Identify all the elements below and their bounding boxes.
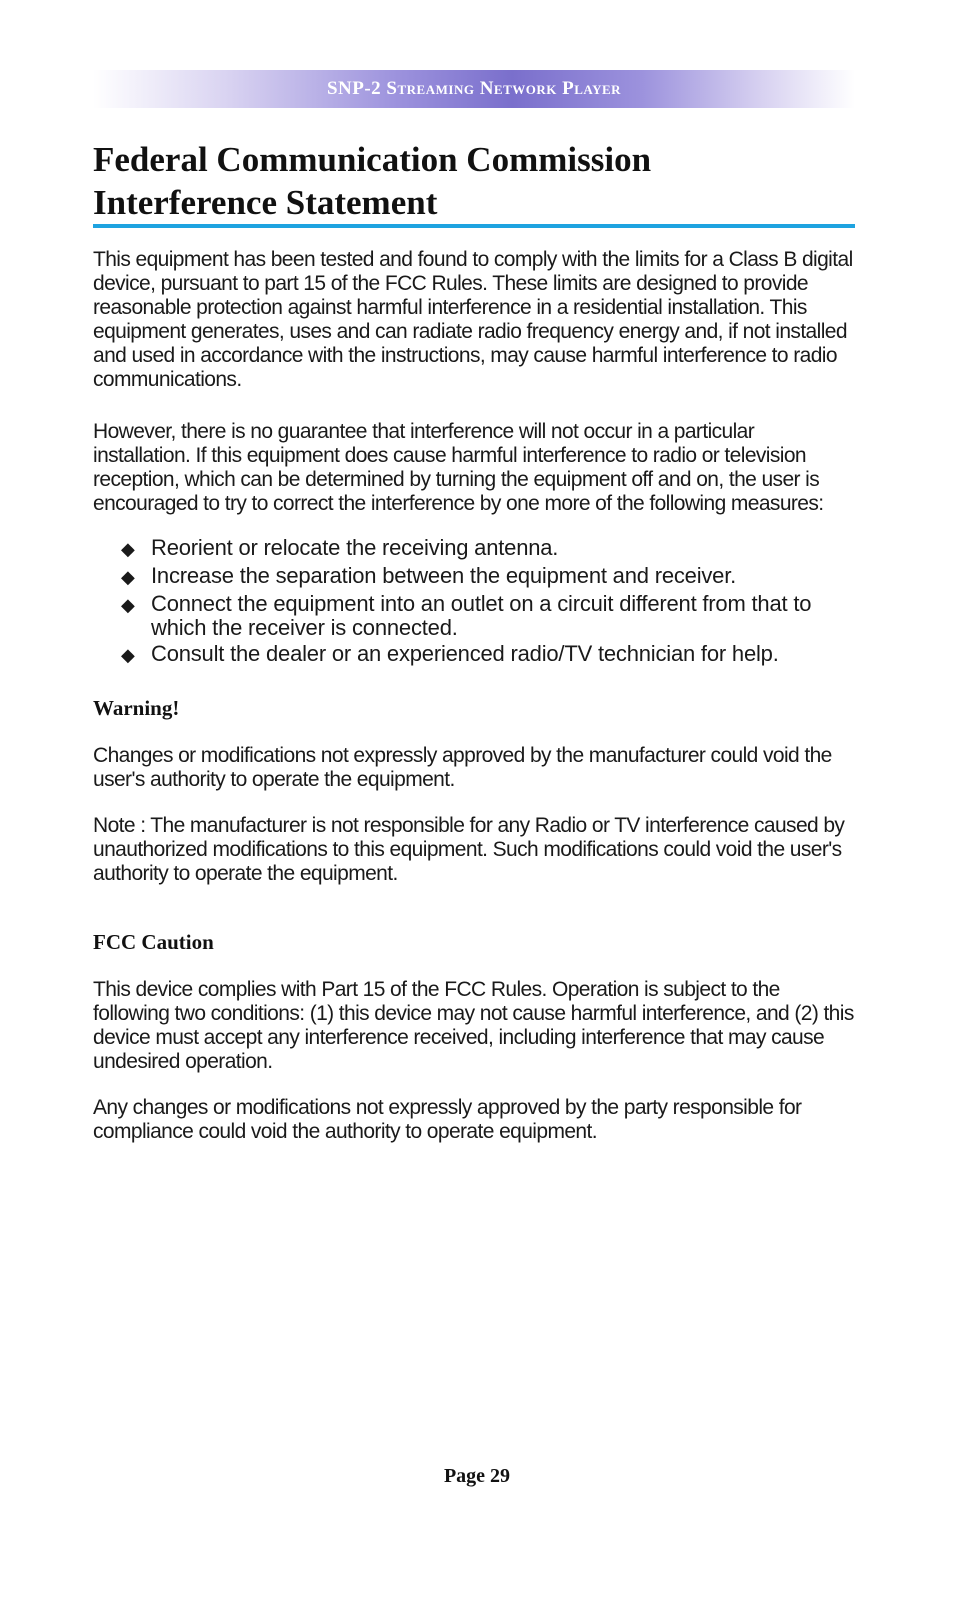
list-item <box>93 564 855 590</box>
page-title <box>93 138 853 224</box>
header-band <box>93 70 855 108</box>
warning-paragraph: Changes or modifications not expressly approved by the manufacturer could void the user's authority to operate the equipment. <box>93 744 832 791</box>
title-rule <box>93 224 855 228</box>
fcc-caution-paragraph: This device complies with Part 15 of the FCC Rules. Operation is subject to the following two conditions: (1) this device may not cause harmful interference, and (2) this device must accept any interference received, including interference that may cause undesired operation. <box>93 978 854 1073</box>
header-title: SNP-2 Streaming Network Player <box>326 78 622 99</box>
however-paragraph: However, there is no guarantee that interference will not occur in a particular installation. If this equipment does cause harmful interference to radio or television reception, which can be determined by turning the equipment off and on, the user is encouraged to try to correct the interference by one more of the following measures: <box>93 420 824 515</box>
compliance-paragraph: Any changes or modifications not expressly approved by the party responsible for compliance could void the authority to operate equipment. <box>93 1096 802 1143</box>
list-item-text: Consult the dealer or an experienced radio/TV technician for help. <box>151 641 779 666</box>
diamond-bullet-icon: ◆ <box>121 645 135 665</box>
diamond-bullet-icon: ◆ <box>121 567 135 587</box>
fcc-caution-heading: FCC Caution <box>93 930 214 954</box>
measures-list <box>93 536 855 668</box>
page-title-line2: Interference Statement <box>93 183 438 222</box>
intro-paragraph: This equipment has been tested and found to comply with the limits for a Class B digital device, pursuant to part 15 of the FCC Rules. These limits are designed to provide reasonable protection against harmful interference in a residential installation. This equipment generates, uses and can radiate radio frequency energy and, if not installed and used in accordance with the instructions, may cause harmful interference to radio communications. <box>93 248 853 391</box>
list-item-text: Increase the separation between the equipment and receiver. <box>151 563 737 588</box>
page-title-line1: Federal Communication Commission <box>93 140 652 179</box>
list-item-text: Connect the equipment into an outlet on a circuit different from that to which the receiver is connected. <box>151 591 812 640</box>
list-item <box>93 642 855 668</box>
note-paragraph: Note : The manufacturer is not responsible for any Radio or TV interference caused by unauthorized modifications to this equipment. Such modifications could void the user's authority to operate the equipment. <box>93 814 845 885</box>
diamond-bullet-icon: ◆ <box>121 539 135 559</box>
list-item <box>93 592 855 640</box>
list-item-text: Reorient or relocate the receiving antenna. <box>151 535 559 560</box>
list-item <box>93 536 855 562</box>
diamond-bullet-icon: ◆ <box>121 595 135 615</box>
document-body <box>93 248 855 1144</box>
warning-heading: Warning! <box>93 696 180 720</box>
page-number: Page 29 <box>443 1465 511 1487</box>
